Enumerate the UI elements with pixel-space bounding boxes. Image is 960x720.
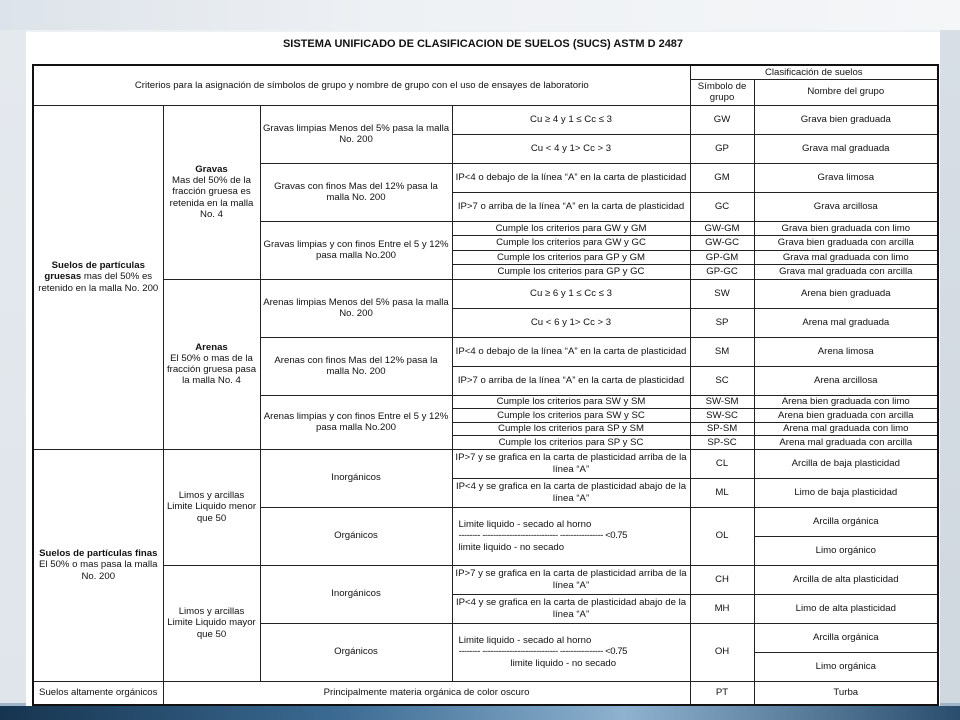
group-name-cell: Turba — [754, 681, 938, 705]
group-name-cell: Grava mal graduada — [754, 134, 938, 163]
table-row — [33, 105, 938, 120]
group-name-cell: Arcilla orgánica — [754, 507, 938, 536]
silts-high-label: Limos y arcillas Limite Liquido mayor que 50 — [163, 565, 260, 681]
gravas-finos-label: Gravas con finos Mas del 12% pasa la malla No. 200 — [260, 163, 452, 221]
group-name-cell: Grava mal graduada con arcilla — [754, 265, 938, 280]
group-name-cell: Grava bien graduada con limo — [754, 221, 938, 236]
criteria-cell: Cu ≥ 4 y 1 ≤ Cc ≤ 3 — [452, 105, 690, 134]
group-name-cell: Limo orgánico — [754, 536, 938, 565]
group-name-cell: Limo orgánica — [754, 652, 938, 681]
arenas-limpias-finos-label: Arenas limpias y con finos Entre el 5 y 12% pasa malla No.200 — [260, 395, 452, 449]
criteria-cell: IP>7 o arriba de la línea “A” en la carta de plasticidad — [452, 192, 690, 221]
criteria-cell: Cu < 6 y 1> Cc > 3 — [452, 308, 690, 337]
symbol-cell: SP-SM — [690, 422, 754, 436]
criteria-header: Criterios para la asignación de símbolos de grupo y nombre de grupo con el uso de ensayes de laboratorio — [33, 65, 690, 105]
document-sheet — [26, 32, 940, 706]
document-title: SISTEMA UNIFICADO DE CLASIFICACION DE SUELOS (SUCS) ASTM D 2487 — [282, 38, 684, 50]
gravas-limpias-label: Gravas limpias Menos del 5% pasa la malla No. 200 — [260, 105, 452, 163]
group-name-cell: Arena arcillosa — [754, 366, 938, 395]
criteria-cell: Cumple los criterios para SP y SM — [452, 422, 690, 436]
arenas-finos-label: Arenas con finos Mas del 12% pasa la malla No. 200 — [260, 337, 452, 395]
organic-high-criteria: Limite liquido - secado al horno -------- ---------------------------- ---------------- <0.75 limite liquido - no secado — [452, 623, 690, 681]
group-name-cell: Arcilla orgánica — [754, 623, 938, 652]
symbol-cell: SW — [690, 279, 754, 308]
symbol-header: Símbolo de grupo — [690, 79, 754, 105]
symbol-cell: SW-SM — [690, 395, 754, 409]
symbol-cell: MH — [690, 594, 754, 623]
criteria-cell: Cu ≥ 6 y 1 ≤ Cc ≤ 3 — [452, 279, 690, 308]
organic-low-criteria: Limite liquido - secado al horno -------- ---------------------------- ---------------- <0.75 limite liquido - no secado — [452, 507, 690, 565]
symbol-cell: GP — [690, 134, 754, 163]
criteria-cell: IP>7 y se grafica en la carta de plasticidad arriba de la línea “A” — [452, 449, 690, 478]
bottom-gradient-bar — [0, 706, 960, 720]
background-top — [0, 0, 960, 30]
inorganic-low-label: Inorgánicos — [260, 449, 452, 507]
symbol-cell: SP — [690, 308, 754, 337]
criteria-cell: IP>7 o arriba de la línea “A” en la carta de plasticidad — [452, 366, 690, 395]
inorganic-high-label: Inorgánicos — [260, 565, 452, 623]
gravels-label: Gravas Mas del 50% de la fracción gruesa es retenida en la malla No. 4 — [163, 105, 260, 279]
coarse-soils-label: Suelos de partículas gruesas mas del 50% es retenido en la malla No. 200 — [33, 105, 163, 449]
criteria-cell: IP<4 y se grafica en la carta de plasticidad abajo de la línea “A” — [452, 478, 690, 507]
group-name-cell: Arena bien graduada con arcilla — [754, 409, 938, 423]
symbol-cell: GM — [690, 163, 754, 192]
criteria-cell: Cumple los criterios para GP y GM — [452, 250, 690, 265]
group-name-cell: Limo de alta plasticidad — [754, 594, 938, 623]
header-row — [33, 65, 938, 79]
criteria-cell: Cu < 4 y 1> Cc > 3 — [452, 134, 690, 163]
group-name-cell: Arena mal graduada — [754, 308, 938, 337]
group-name-cell: Arena limosa — [754, 337, 938, 366]
organic-high-label: Orgánicos — [260, 623, 452, 681]
symbol-cell: GC — [690, 192, 754, 221]
gravas-limpias-finos-label: Gravas limpias y con finos Entre el 5 y 12% pasa malla No.200 — [260, 221, 452, 279]
symbol-cell: SW-SC — [690, 409, 754, 423]
criteria-cell: Cumple los criterios para SW y SM — [452, 395, 690, 409]
background-left — [0, 30, 26, 710]
silts-low-label: Limos y arcillas Limite Liquido menor que 50 — [163, 449, 260, 565]
highly-organic-label: Suelos altamente orgánicos — [33, 681, 163, 705]
criteria-cell: Cumple los criterios para GP y GC — [452, 265, 690, 280]
group-name-cell: Arcilla de alta plasticidad — [754, 565, 938, 594]
symbol-cell: GW-GM — [690, 221, 754, 236]
symbol-cell: SC — [690, 366, 754, 395]
group-name-header: Nombre del grupo — [754, 79, 938, 105]
group-name-cell: Grava mal graduada con limo — [754, 250, 938, 265]
symbol-cell: GP-GM — [690, 250, 754, 265]
criteria-cell: Cumple los criterios para GW y GM — [452, 221, 690, 236]
table-row — [33, 565, 938, 580]
fine-soils-label: Suelos de partículas finas El 50% o mas pasa la malla No. 200 — [33, 449, 163, 681]
sucs-classification-table — [32, 64, 939, 706]
arenas-limpias-label: Arenas limpias Menos del 5% pasa la malla No. 200 — [260, 279, 452, 337]
symbol-cell: ML — [690, 478, 754, 507]
symbol-cell: GP-GC — [690, 265, 754, 280]
group-name-cell: Grava limosa — [754, 163, 938, 192]
group-name-cell: Arena mal graduada con limo — [754, 422, 938, 436]
group-name-cell: Arena bien graduada — [754, 279, 938, 308]
symbol-cell: CL — [690, 449, 754, 478]
group-name-cell: Grava arcillosa — [754, 192, 938, 221]
criteria-cell: IP<4 y se grafica en la carta de plasticidad abajo de la línea “A” — [452, 594, 690, 623]
sands-label: Arenas El 50% o mas de la fracción gruesa pasa la malla No. 4 — [163, 279, 260, 449]
group-name-cell: Arcilla de baja plasticidad — [754, 449, 938, 478]
criteria-cell: IP<4 o debajo de la línea “A” en la carta de plasticidad — [452, 337, 690, 366]
symbol-cell: GW — [690, 105, 754, 134]
criteria-cell: Cumple los criterios para SW y SC — [452, 409, 690, 423]
background-right — [940, 30, 960, 710]
criteria-cell: IP>7 y se grafica en la carta de plasticidad arriba de la línea “A” — [452, 565, 690, 594]
classification-header: Clasificación de suelos — [690, 65, 938, 79]
symbol-cell: PT — [690, 681, 754, 705]
symbol-cell: CH — [690, 565, 754, 594]
symbol-cell: GW-GC — [690, 236, 754, 251]
group-name-cell: Grava bien graduada — [754, 105, 938, 134]
symbol-cell: OL — [690, 507, 754, 565]
highly-organic-criteria: Principalmente materia orgánica de color oscuro — [163, 681, 690, 705]
symbol-cell: SM — [690, 337, 754, 366]
group-name-cell: Arena bien graduada con limo — [754, 395, 938, 409]
group-name-cell: Grava bien graduada con arcilla — [754, 236, 938, 251]
table-row — [33, 681, 938, 705]
table-row — [33, 449, 938, 464]
group-name-cell: Arena mal graduada con arcilla — [754, 436, 938, 450]
symbol-cell: OH — [690, 623, 754, 681]
symbol-cell: SP-SC — [690, 436, 754, 450]
table-row — [33, 279, 938, 294]
criteria-cell: IP<4 o debajo de la línea “A” en la carta de plasticidad — [452, 163, 690, 192]
organic-low-label: Orgánicos — [260, 507, 452, 565]
criteria-cell: Cumple los criterios para GW y GC — [452, 236, 690, 251]
group-name-cell: Limo de baja plasticidad — [754, 478, 938, 507]
criteria-cell: Cumple los criterios para SP y SC — [452, 436, 690, 450]
